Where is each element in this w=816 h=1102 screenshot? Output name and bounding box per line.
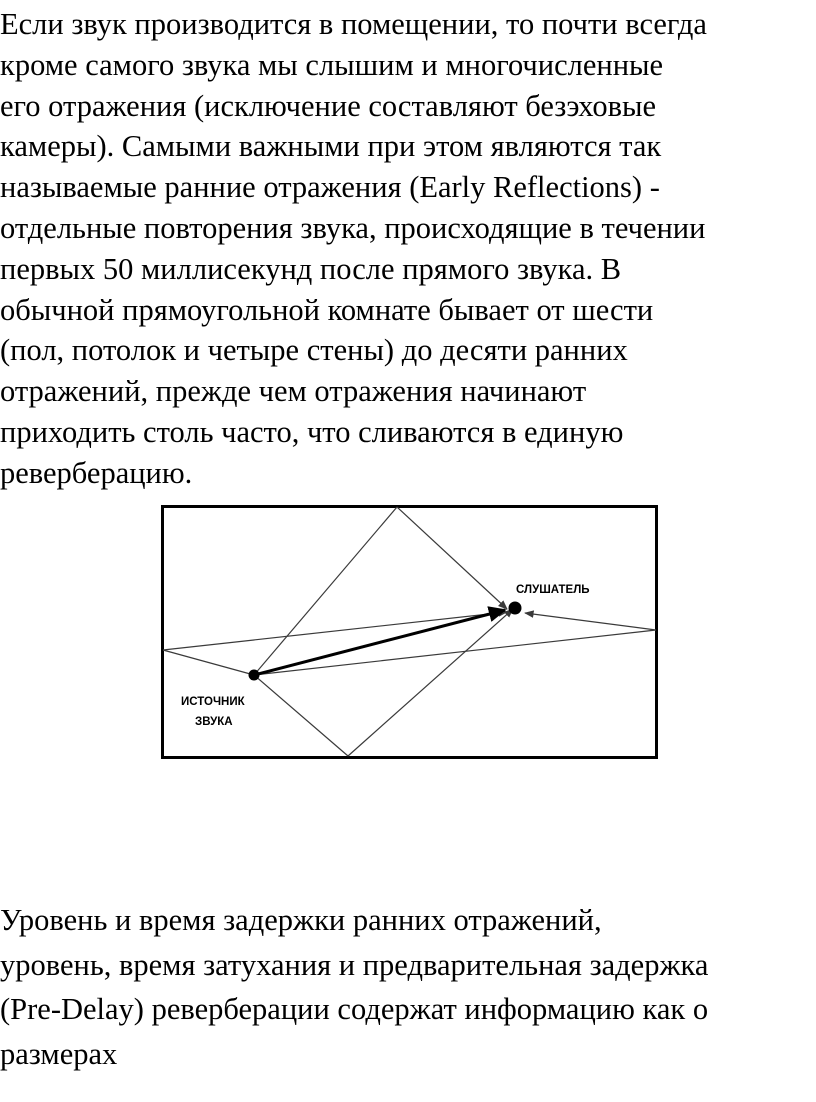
source-label-line1: ИСТОЧНИК	[181, 696, 245, 708]
listener-label: СЛУШАТЕЛЬ	[516, 584, 590, 596]
intro-paragraph	[0, 4, 816, 494]
text-line: отдельные повторения звука, происходящие в течении	[0, 210, 706, 245]
sound-source-point	[249, 670, 260, 681]
text-line: Если звук производится в помещении, то почти всегда	[0, 7, 707, 41]
text-line: его отражения (исключение составляют безэховые	[0, 88, 657, 123]
text-line: отражений, прежде чем отражения начинают	[0, 374, 587, 409]
text-line: кроме самого звука мы слышим и многочисленные	[0, 47, 664, 82]
text-line: называемые ранние отражения (Early Reflections) -	[0, 170, 660, 205]
text-line: (Pre-Delay) реверберации содержат информацию как о	[0, 992, 709, 1026]
text-line: (пол, потолок и четыре стены) до десяти ранних	[0, 333, 628, 368]
diagram-svg	[161, 505, 658, 759]
text-line: приходить столь часто, что сливаются в единую	[0, 414, 624, 449]
text-line: камеры). Самыми важными при этом являются так	[0, 129, 662, 164]
text-line: первых 50 миллисекунд после прямого звука. В	[0, 251, 622, 286]
text-line: реверберацию.	[0, 455, 193, 490]
text-line: размерах	[0, 1036, 118, 1071]
source-label-line2: ЗВУКА	[195, 716, 233, 728]
text-line: уровень, время затухания и предварительная задержка	[0, 947, 709, 982]
text-line: обычной прямоугольной комнате бывает от шести	[0, 292, 654, 327]
text-line: Уровень и время задержки ранних отражений,	[0, 903, 602, 937]
early-reflections-diagram	[161, 505, 658, 759]
room-wall-outline	[163, 507, 657, 758]
second-paragraph	[0, 898, 816, 1076]
listener-point	[509, 602, 522, 615]
